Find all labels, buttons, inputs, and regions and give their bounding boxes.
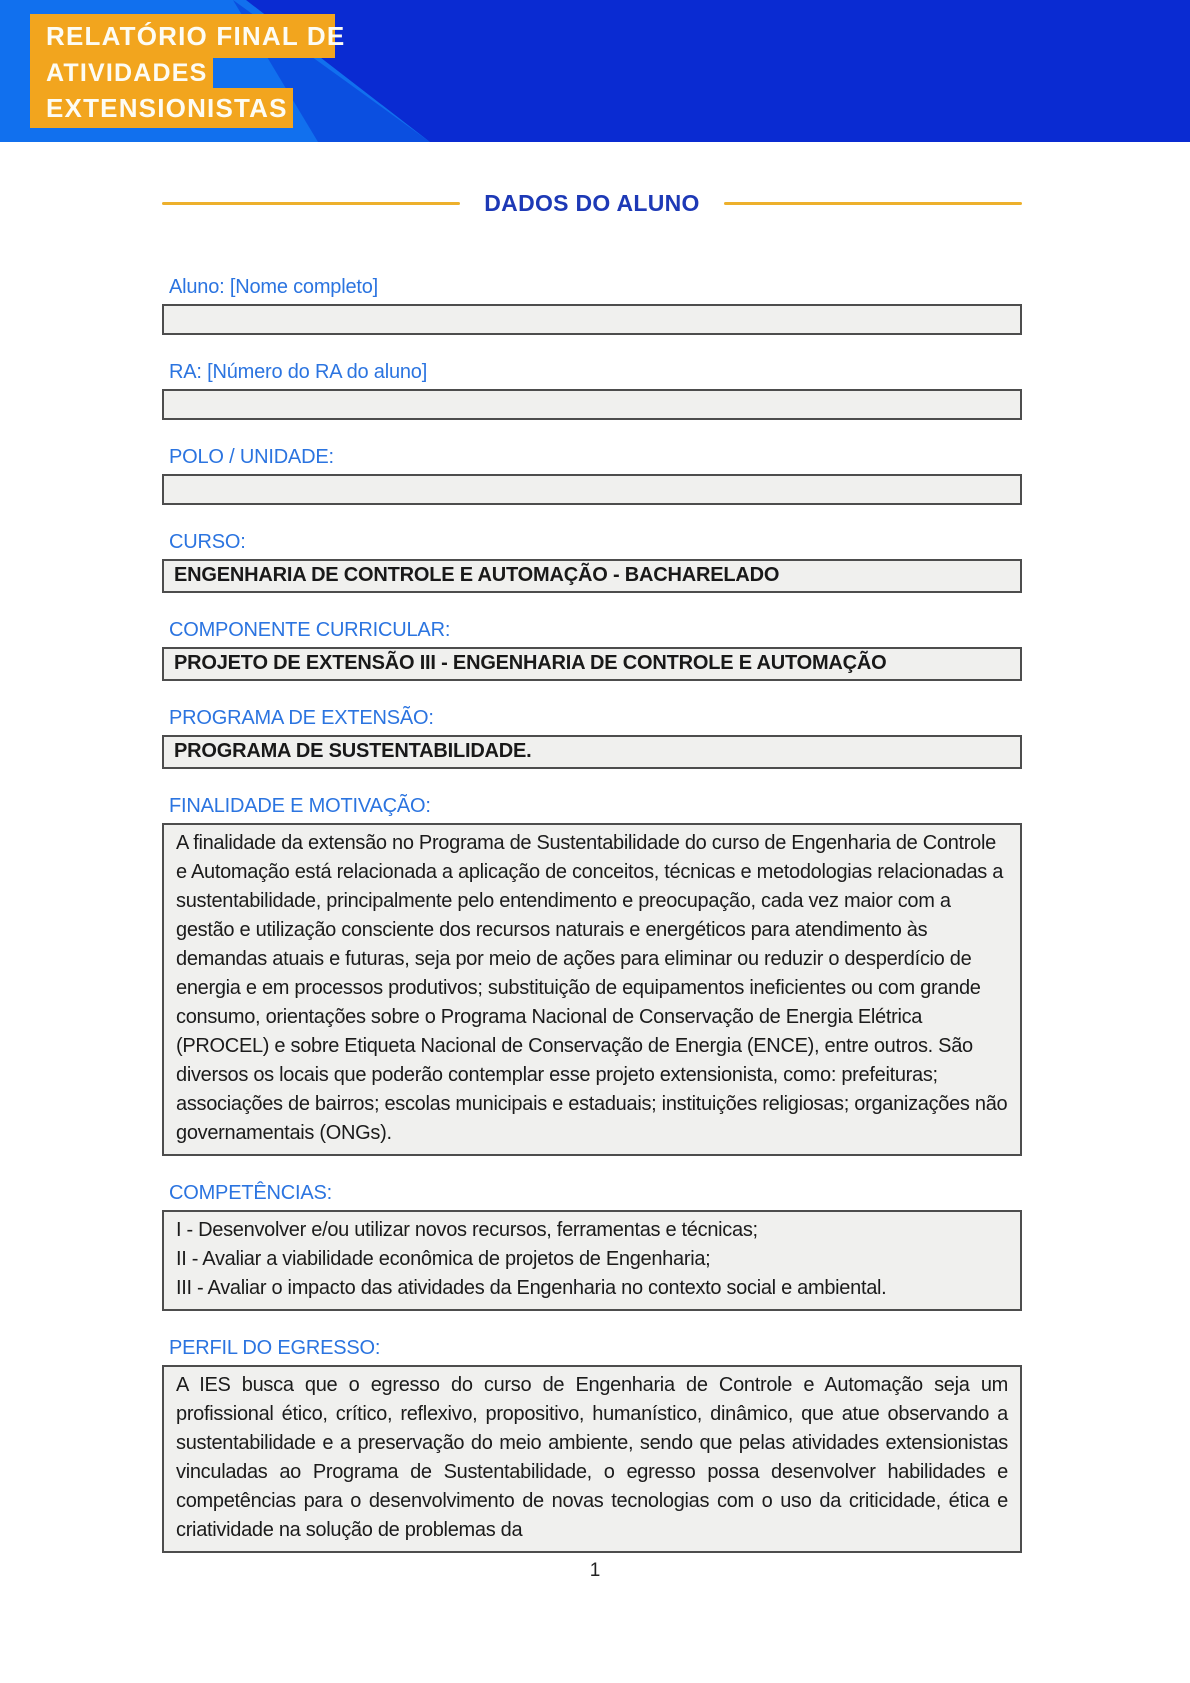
- polo-input[interactable]: [162, 474, 1022, 505]
- competencias-list: [162, 1210, 1022, 1311]
- field-group-polo: [162, 446, 1022, 505]
- section-finalidade-motivacao: [162, 795, 1022, 1156]
- field-group-ra: [162, 361, 1022, 420]
- banner-title-text-1: RELATÓRIO FINAL DE: [46, 20, 346, 51]
- title-rule-right: [724, 202, 1022, 205]
- competencia-item-3: III - Avaliar o impacto das atividades da Engenharia no contexto social e ambiental.: [176, 1277, 887, 1299]
- banner-title-line-2: [30, 58, 213, 88]
- field-group-aluno: [162, 276, 1022, 335]
- perfil-egresso-text: A IES busca que o egresso do curso de Engenharia de Controle e Automação seja um profissional ético, crítico, reflexivo, propositivo, humanístico, dinâmico, que atue observando a sustentabilidade e a preservação do meio ambiente, sendo que pelas atividades extensionistas vinculadas ao Programa de Sustentabilidade, o egresso possa desenvolver habilidades e competências para o desenvolvimento de novas tecnologias com o uso da criticidade, ética e criatividade na solução de problemas da: [162, 1365, 1022, 1553]
- perfil-egresso-label: PERFIL DO EGRESSO:: [169, 1337, 381, 1359]
- aluno-input[interactable]: [162, 304, 1022, 335]
- programa-extensao-label: PROGRAMA DE EXTENSÃO:: [169, 707, 434, 729]
- page-footer: [0, 1560, 1190, 1582]
- banner-title-line-1: [30, 14, 346, 58]
- field-group-componente-curricular: [162, 619, 1022, 681]
- ra-input[interactable]: [162, 389, 1022, 420]
- curso-value: ENGENHARIA DE CONTROLE E AUTOMAÇÃO - BACHARELADO: [162, 559, 1022, 593]
- section-title-row: [162, 188, 1022, 218]
- page-number: 1: [589, 1560, 601, 1581]
- componente-curricular-label: COMPONENTE CURRICULAR:: [169, 619, 451, 641]
- section-competencias: [162, 1182, 1022, 1311]
- ra-label: RA: [Número do RA do aluno]: [169, 361, 428, 383]
- competencias-label: COMPETÊNCIAS:: [169, 1182, 332, 1204]
- section-perfil-egresso: [162, 1337, 1022, 1553]
- title-rule-left: [162, 202, 460, 205]
- competencia-item-2: II - Avaliar a viabilidade econômica de projetos de Engenharia;: [176, 1248, 711, 1270]
- banner-title-line-3: [30, 88, 293, 128]
- form-dados-do-aluno: [162, 142, 1022, 1579]
- aluno-label: Aluno: [Nome completo]: [169, 276, 379, 298]
- finalidade-label: FINALIDADE E MOTIVAÇÃO:: [169, 795, 431, 817]
- banner-title-text-3: EXTENSIONISTAS: [46, 92, 288, 123]
- field-group-programa-extensao: [162, 707, 1022, 769]
- polo-label: POLO / UNIDADE:: [169, 446, 334, 468]
- banner: [0, 0, 1190, 142]
- curso-label: CURSO:: [169, 531, 246, 553]
- finalidade-text: A finalidade da extensão no Programa de Sustentabilidade do curso de Engenharia de Controle e Automação está relacionada a aplicação de conceitos, técnicas e metodologias relacionadas a sustentabilidade, principalmente pelo entendimento e preocupação, cada vez maior com a gestão e utilização consciente dos recursos naturais e energéticos para atendimento às demandas atuais e futuras, seja por meio de ações para eliminar ou reduzir o desperdício de energia e em processos produtivos; substituição de equipamentos ineficientes ou com grande consumo, orientações sobre o Programa Nacional de Conservação de Energia Elétrica (PROCEL) e sobre Etiqueta Nacional de Conservação de Energia (ENCE), entre outros. São diversos os locais que poderão contemplar esse projeto extensionista, como: prefeituras; associações de bairros; escolas municipais e estaduais; instituições religiosas; organizações não governamentais (ONGs).: [162, 823, 1022, 1156]
- field-group-curso: [162, 531, 1022, 593]
- componente-curricular-value: PROJETO DE EXTENSÃO III - ENGENHARIA DE CONTROLE E AUTOMAÇÃO: [162, 647, 1022, 681]
- programa-extensao-value: PROGRAMA DE SUSTENTABILIDADE.: [162, 735, 1022, 769]
- banner-title-text-2: ATIVIDADES: [46, 58, 208, 87]
- page-title: DADOS DO ALUNO: [484, 189, 700, 216]
- competencia-item-1: I - Desenvolver e/ou utilizar novos recursos, ferramentas e técnicas;: [176, 1219, 758, 1241]
